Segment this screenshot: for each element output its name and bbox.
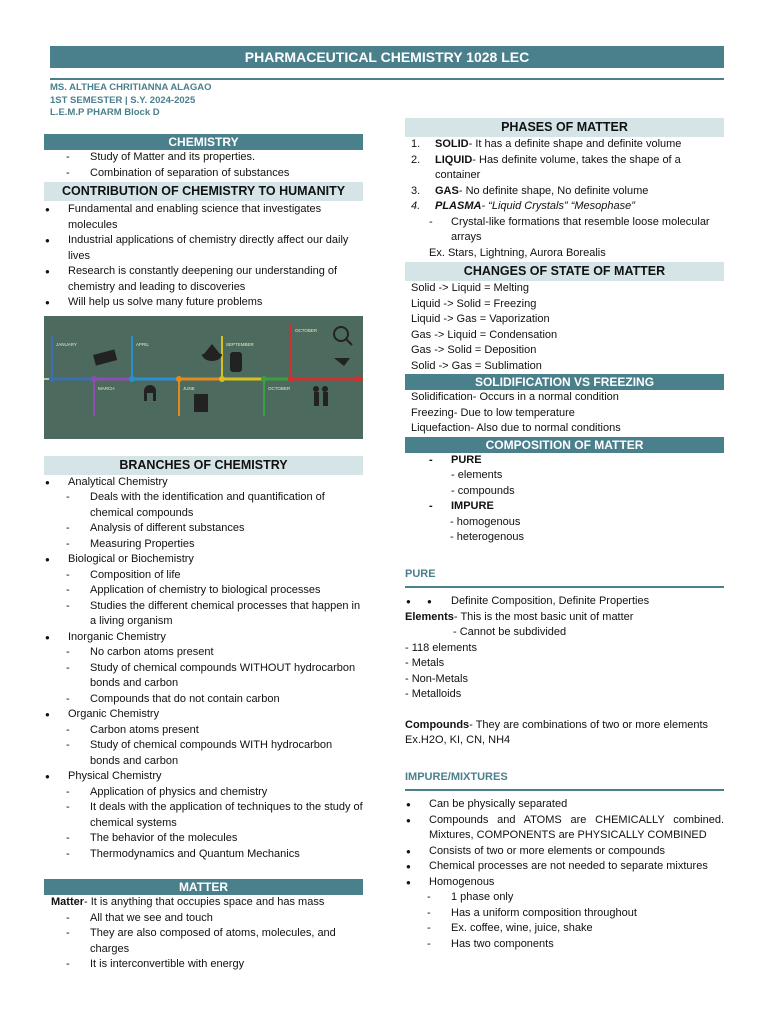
contribution-header: CONTRIBUTION OF CHEMISTRY TO HUMANITY [44,182,363,201]
branches-list [44,475,363,863]
list-item: - Application of physics and chemistry [44,785,363,801]
chemistry-timeline-image [44,316,363,439]
list-item: ● Research is constantly deepening our understanding of chemistry and leading to discoveries [44,264,363,295]
list-item: ● Homogenous [405,875,724,891]
timeline-label-september: SEPTEMBER [226,341,254,347]
list-item: - elements [451,469,503,481]
chemistry-header: CHEMISTRY [44,134,363,150]
list-item: - Compounds that do not contain carbon [44,692,363,708]
list-item: - It is interconvertible with energy [44,957,363,973]
changes-header: CHANGES OF STATE OF MATTER [405,262,724,281]
list-item: - Crystal-like formations that resemble loose molecular arrays [405,215,724,246]
list-item: ● Chemical processes are not needed to separate mixtures [405,859,724,875]
document-meta [50,82,212,120]
timeline-graphic [44,316,363,439]
list-item: Gas -> Liquid = Condensation [411,328,558,341]
list-item: - Carbon atoms present [44,723,363,739]
list-item: - Metals [405,657,445,669]
list-item: - Study of chemical compounds WITHOUT hydrocarbon bonds and carbon [44,661,363,692]
list-item: Freezing- Due to low temperature [411,406,575,419]
block-label: L.E.M.P PHARM Block D [50,107,160,118]
matter-term: Matter [51,896,85,908]
compounds-definition: Compounds- They are combinations of two or more elements [405,718,709,731]
branch-name: ● Physical Chemistry [44,769,363,785]
list-item: ● Consists of two or more elements or compounds [405,844,724,860]
list-item: - 118 elements [405,641,477,654]
list-item: - Thermodynamics and Quantum Mechanics [44,847,363,863]
list-item: Liquefaction- Also due to normal conditions [411,422,621,434]
list-item: - No carbon atoms present [44,645,363,661]
matter-header: MATTER [44,879,363,895]
list-item: - The behavior of the molecules [44,831,363,847]
timeline-label-october-top: OCTOBER [295,327,318,333]
right-column [405,118,724,952]
pure-label: - PURE [405,453,724,469]
impure-label: - IMPURE [405,499,724,515]
document-title: PHARMACEUTICAL CHEMISTRY 1028 LEC [50,46,724,68]
phases-example: Ex. Stars, Lightning, Aurora Borealis [429,246,606,259]
matter-definition-text: - It is anything that occupies space and has mass [84,896,325,908]
phase-item: 2. LIQUID- Has definite volume, takes the shape of a container [411,153,681,181]
list-item: - Ex. coffee, wine, juice, shake [405,921,724,937]
list-item: - Has two components [405,937,724,953]
list-item: - compounds [451,484,515,497]
list-item: ● Fundamental and enabling science that investigates molecules [44,202,363,233]
list-item: Liquid -> Gas = Vaporization [411,313,550,325]
impure-divider [405,789,724,791]
timeline-label-march: MARCH [98,385,115,391]
composition-header: COMPOSITION OF MATTER [405,437,724,453]
phase-item: 1. SOLID- It has a definite shape and definite volume [411,138,682,150]
solidification-header: SOLIDIFICATION VS FREEZING [405,374,724,390]
pure-heading: PURE [405,567,436,580]
list-item: Solid -> Liquid = Melting [411,282,530,294]
list-item: Solidification- Occurs in a normal condition [411,391,619,403]
list-item: ● Will help us solve many future problems [44,295,363,311]
matter-definition [44,895,363,911]
elements-definition: Elements- This is the most basic unit of matter [405,610,634,623]
author-name: MS. ALTHEA CHRITIANNA ALAGAO [50,82,212,93]
left-column [44,134,363,973]
list-item: - Deals with the identification and quantification of chemical compounds [44,490,363,521]
list-item: ● ● Definite Composition, Definite Properties [405,594,724,610]
list-item: Solid -> Gas = Sublimation [411,359,542,372]
list-item: - Composition of life [44,568,363,584]
list-item: - They are also composed of atoms, molecules, and charges [44,926,363,957]
phase-item: 3. GAS- No definite shape, No definite volume [411,184,649,197]
list-item: - Measuring Properties [44,537,363,553]
phase-item: 4. PLASMA- “Liquid Crystals” “Mesophase” [411,200,635,212]
list-item: - heterogenous [450,531,524,543]
list-item: ● Compounds and ATOMS are CHEMICALLY combined. Mixtures, COMPONENTS are PHYSICALLY COMBINED [405,813,724,844]
timeline-label-april: APRIL [136,341,150,347]
list-item: - Non-Metals [405,672,468,685]
impure-heading: IMPURE/MIXTURES [405,770,508,783]
compounds-example: Ex.H2O, KI, CN, NH4 [405,734,511,746]
list-item: - Study of chemical compounds WITH hydrocarbon bonds and carbon [44,738,363,769]
title-divider [50,78,724,80]
branches-header: BRANCHES OF CHEMISTRY [44,456,363,475]
phases-header: PHASES OF MATTER [405,118,724,137]
list-item: - Metalloids [405,688,462,700]
list-item: - Has a uniform composition throughout [405,906,724,922]
list-item: ● Can be physically separated [405,797,724,813]
list-item: - 1 phase only [405,890,724,906]
semester-label: 1ST SEMESTER | S.Y. 2024-2025 [50,94,196,106]
list-item: - homogenous [450,515,521,528]
branch-name: ● Analytical Chemistry [44,475,363,491]
list-item: - Analysis of different substances [44,521,363,537]
list-item: Liquid -> Solid = Freezing [411,297,537,310]
list-item: - Combination of separation of substances [44,166,363,182]
pure-divider [405,586,724,588]
list-item: ● Industrial applications of chemistry directly affect our daily lives [44,233,363,264]
list-item: - All that we see and touch [44,911,363,927]
elements-sub: - Cannot be subdivided [453,626,567,638]
timeline-label-october-bottom: OCTOBER [268,385,291,391]
branch-name: ● Organic Chemistry [44,707,363,723]
timeline-label-january: JANUARY [56,341,77,347]
list-item: - It deals with the application of techniques to the study of chemical systems [44,800,363,831]
branch-name: ● Biological or Biochemistry [44,552,363,568]
timeline-label-june: JUNE [183,385,195,391]
list-item: - Studies the different chemical processes that happen in a living organism [44,599,363,630]
branch-name: ● Inorganic Chemistry [44,630,363,646]
list-item: - Study of Matter and its properties. [44,150,363,166]
list-item: Gas -> Solid = Deposition [411,344,537,356]
list-item: - Application of chemistry to biological processes [44,583,363,599]
